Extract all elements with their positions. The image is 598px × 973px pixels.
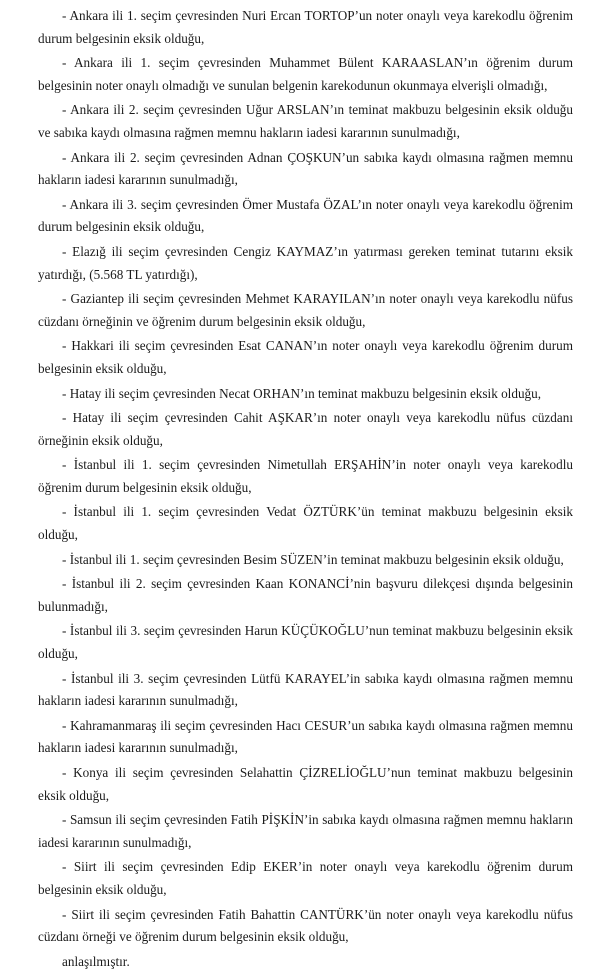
list-item: - Hatay ili seçim çevresinden Necat ORHAN’ın teminat makbuzu belgesinin eksik olduğu, bbox=[62, 385, 542, 401]
closing-text: anlaşılmıştır. bbox=[62, 953, 130, 969]
list-item: - Elazığ ili seçim çevresinden Cengiz KAYMAZ’ın yatırması gereken teminat tutarını eksik yatırdığı, (5.568 TL yatırdığı), bbox=[38, 243, 573, 282]
list-item: - Hakkari ili seçim çevresinden Esat CANAN’ın noter onaylı veya karekodlu öğrenim durum belgesinin eksik olduğu, bbox=[38, 338, 573, 376]
list-item: - İstanbul ili 1. seçim çevresinden Besim SÜZEN’in teminat makbuzu belgesinin eksik olduğu, bbox=[62, 551, 564, 567]
list-item: - İstanbul ili 3. seçim çevresinden Lütfü KARAYEL’in sabıka kaydı olmasına rağmen memnu hakların iadesi kararının sunulmadığı, bbox=[38, 670, 573, 709]
list-item: - Kahramanmaraş ili seçim çevresinden Hacı CESUR’un sabıka kaydı olmasına rağmen memnu hakların iadesi kararının sunulmadığı, bbox=[38, 717, 573, 756]
list-item: - Gaziantep ili seçim çevresinden Mehmet KARAYILAN’ın noter onaylı veya karekodlu nüfus cüzdanı örneğinin ve öğrenim durum belgesinin eksik olduğu, bbox=[38, 291, 573, 329]
list-item: - Hatay ili seçim çevresinden Cahit AŞKAR’ın noter onaylı veya karekodlu nüfus cüzdanı örneğinin eksik olduğu, bbox=[38, 410, 573, 448]
candidate-deficiency-list bbox=[38, 5, 573, 949]
list-item: - Siirt ili seçim çevresinden Edip EKER’in noter onaylı veya karekodlu öğrenim durum belgesinin eksik olduğu, bbox=[38, 859, 573, 897]
list-item: - Ankara ili 2. seçim çevresinden Uğur ARSLAN’ın teminat makbuzu belgesinin eksik olduğu ve sabıka kaydı olmasına rağmen memnu hakların iadesi kararının sunulmadığı, bbox=[38, 102, 573, 140]
list-item: - Samsun ili seçim çevresinden Fatih PİŞKİN’in sabıka kaydı olmasına rağmen memnu hakların iadesi kararının sunulmadığı, bbox=[38, 812, 573, 850]
list-item: - Ankara ili 3. seçim çevresinden Ömer Mustafa ÖZAL’ın noter onaylı veya karekodlu öğrenim durum belgesinin eksik olduğu, bbox=[38, 196, 573, 235]
list-item: - İstanbul ili 2. seçim çevresinden Kaan KONANCİ’nin başvuru dilekçesi dışında belgesinin bulunmadığı, bbox=[38, 576, 573, 614]
list-item: - Siirt ili seçim çevresinden Fatih Bahattin CANTÜRK’ün noter onaylı veya karekodlu nüfus cüzdanı örneği ve öğrenim durum belgesinin eksik olduğu, bbox=[38, 906, 573, 945]
list-item: - İstanbul ili 1. seçim çevresinden Nimetullah ERŞAHİN’in noter onaylı veya karekodlu öğrenim durum belgesinin eksik olduğu, bbox=[38, 457, 573, 495]
list-item: - İstanbul ili 3. seçim çevresinden Harun KÜÇÜKOĞLU’nun teminat makbuzu belgesinin eksik olduğu, bbox=[38, 623, 573, 662]
list-item: - Ankara ili 1. seçim çevresinden Nuri Ercan TORTOP’un noter onaylı veya karekodlu öğrenim durum belgesinin eksik olduğu, bbox=[38, 8, 573, 46]
list-item: - Ankara ili 2. seçim çevresinden Adnan ÇOŞKUN’un sabıka kaydı olmasına rağmen memnu hakların iadesi kararının sunulmadığı, bbox=[38, 149, 573, 188]
document-body bbox=[38, 5, 573, 973]
list-item: - Ankara ili 1. seçim çevresinden Muhammet Bülent KARAASLAN’ın öğrenim durum belgesinin noter onaylı olmadığı ve sunulan belgenin karekodunun okunmaya elverişli olmadığı, bbox=[38, 55, 573, 93]
list-item: - Konya ili seçim çevresinden Selahattin ÇİZRELİOĞLU’nun teminat makbuzu belgesinin eksik olduğu, bbox=[38, 765, 573, 803]
list-item: - İstanbul ili 1. seçim çevresinden Vedat ÖZTÜRK’ün teminat makbuzu belgesinin eksik olduğu, bbox=[38, 504, 573, 543]
